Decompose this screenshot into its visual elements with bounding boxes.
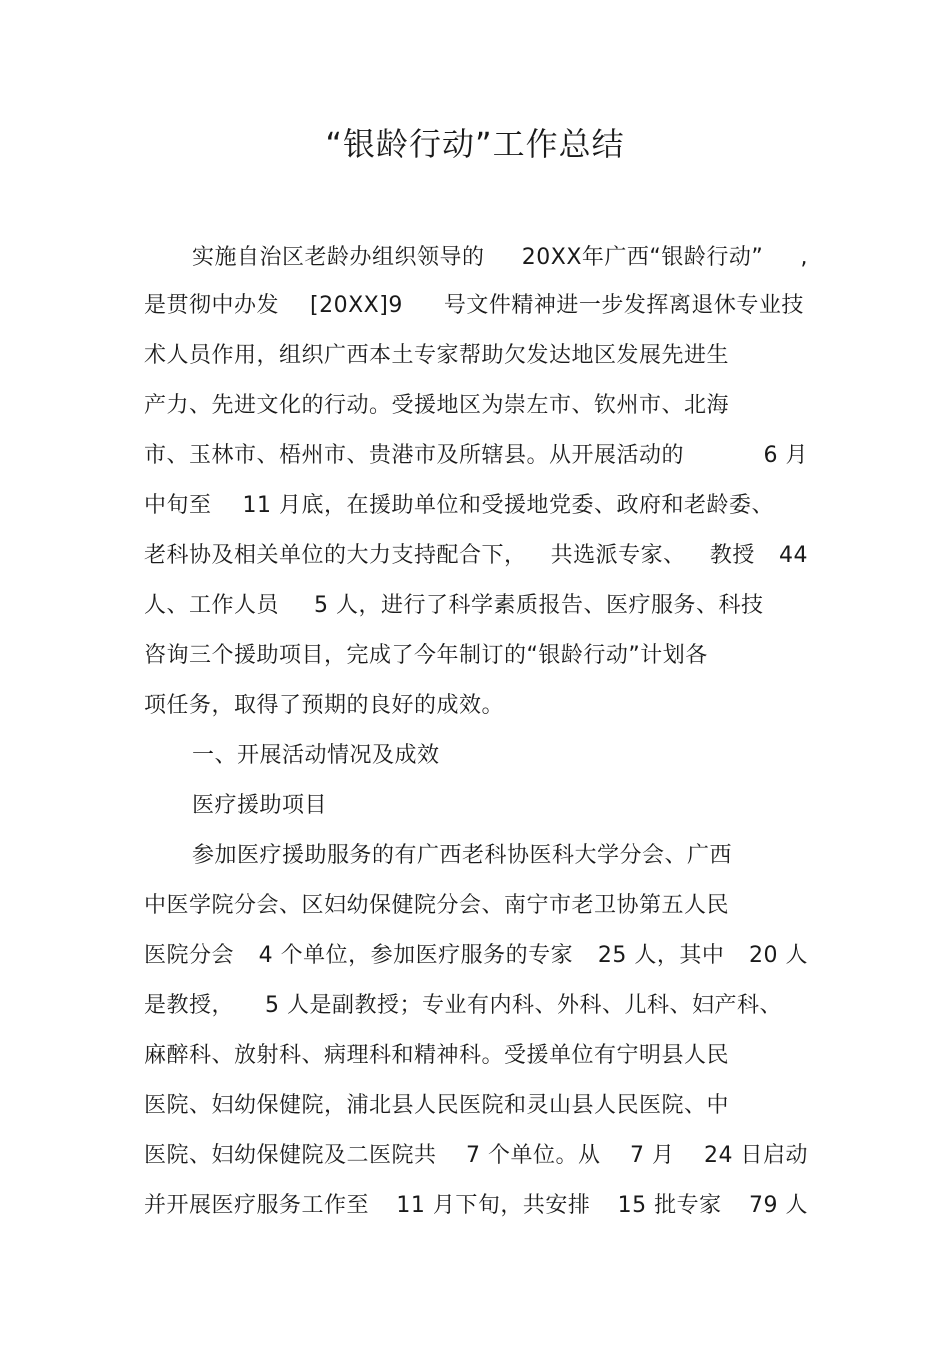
paragraph-line xyxy=(192,838,732,874)
paragraph-line xyxy=(192,240,808,276)
text-segment: , xyxy=(800,245,808,270)
text-segment: 5 人是副教授；专业有内科、外科、儿科、妇产科、 xyxy=(265,993,783,1018)
text-segment: 医院分会 xyxy=(144,943,235,968)
text-segment: 号文件精神进一步发挥离退休专业技 xyxy=(443,293,804,318)
text-segment: 6 月 xyxy=(763,443,808,468)
paragraph-line xyxy=(144,638,708,674)
text-segment: 术人员作用，组织广西本土专家帮助欠发达地区发展先进生 xyxy=(144,343,730,368)
paragraph-line xyxy=(144,288,804,324)
text-segment: 老科协及相关单位的大力支持配合下， xyxy=(144,543,527,568)
text-segment: 市、玉林市、梧州市、贵港市及所辖县。从开展活动的 xyxy=(144,443,685,468)
section-heading xyxy=(192,738,440,774)
paragraph-line xyxy=(144,438,808,474)
paragraph-line xyxy=(144,1038,729,1074)
text-segment: 医院、妇幼保健院，浦北县人民医院和灵山县人民医院、中 xyxy=(144,1093,730,1118)
text-segment: 5 人，进行了科学素质报告、医疗服务、科技 xyxy=(314,593,764,618)
text-segment: 24 日启动 xyxy=(703,1143,808,1168)
text-segment: 15 批专家 xyxy=(617,1193,722,1218)
text-segment: 教授 xyxy=(709,543,755,568)
text-segment: 医疗援助项目 xyxy=(192,793,328,818)
text-segment: 共选派专家、 xyxy=(550,543,686,568)
text-segment: 25 人，其中 xyxy=(597,943,725,968)
paragraph-line xyxy=(144,338,729,374)
text-segment: 中医学院分会、区妇幼保健院分会、南宁市老卫协第五人民 xyxy=(144,893,730,918)
text-segment: 是贯彻中办发 xyxy=(144,293,280,318)
paragraph-line xyxy=(144,1088,729,1124)
text-segment: 并开展医疗服务工作至 xyxy=(144,1193,370,1218)
paragraph-line xyxy=(144,588,764,624)
text-segment: 中旬至 xyxy=(144,493,212,518)
text-segment: 20 人 xyxy=(748,943,808,968)
text-segment: 麻醉科、放射科、病理科和精神科。受援单位有宁明县人民 xyxy=(144,1043,730,1068)
text-segment: 20XX年广西“银龄行动” xyxy=(521,245,764,270)
text-segment: 7 月 xyxy=(629,1143,675,1168)
text-segment: [20XX]9 xyxy=(310,293,403,318)
paragraph-line xyxy=(144,688,504,724)
text-segment: 11 月底，在援助单位和受援地党委、政府和老龄委、 xyxy=(242,493,775,518)
text-segment: 7 个单位。从 xyxy=(466,1143,601,1168)
text-segment: 11 月下旬，共安排 xyxy=(396,1193,591,1218)
text-segment: 实施自治区老龄办组织领导的 xyxy=(192,245,485,270)
document-title: “银龄行动”工作总结 xyxy=(325,125,625,163)
text-segment: 44 xyxy=(778,543,808,568)
paragraph-line xyxy=(144,488,774,524)
text-segment: 是教授， xyxy=(144,993,235,1018)
paragraph-line xyxy=(144,988,782,1024)
paragraph-line xyxy=(144,1188,808,1224)
paragraph-line xyxy=(144,888,729,924)
text-segment: 参加医疗援助服务的有广西老科协医科大学分会、广西 xyxy=(192,843,733,868)
paragraph-line xyxy=(144,1138,808,1174)
text-segment: 人、工作人员 xyxy=(144,593,280,618)
text-segment: 咨询三个援助项目，完成了今年制订的“银龄行动”计划各 xyxy=(144,643,708,668)
text-segment: 79 人 xyxy=(749,1193,808,1218)
subsection-heading xyxy=(192,788,327,824)
text-segment: 一、开展活动情况及成效 xyxy=(192,743,440,768)
paragraph-line xyxy=(144,388,729,424)
text-segment: 4 个单位，参加医疗服务的专家 xyxy=(258,943,574,968)
text-segment: 医院、妇幼保健院及二医院共 xyxy=(144,1143,437,1168)
text-segment: 产力、先进文化的行动。受援地区为崇左市、钦州市、北海 xyxy=(144,393,730,418)
text-segment: 项任务，取得了预期的良好的成效。 xyxy=(144,693,505,718)
paragraph-line xyxy=(144,538,808,574)
paragraph-line xyxy=(144,938,808,974)
